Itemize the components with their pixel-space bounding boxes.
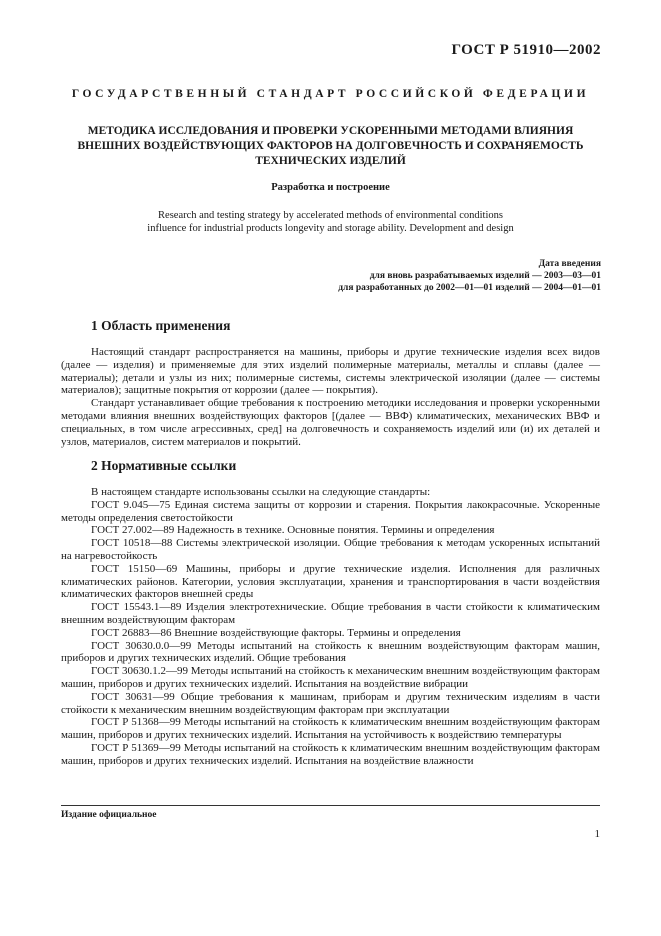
paragraph: Настоящий стандарт распространяется на машины, приборы и другие технические изделия всех видов (далее — изделия) и применяемые для этих изделий полимерные материалы, металлы и сплавы (далее — материалы); детали и узлы из них; полимерные системы, системы электрической изоляции (далее — системы материалов); защитные покрытия от коррозии (далее — покрытия). [61,346,600,397]
page-number: 1 [594,828,600,840]
introduction-dates [338,258,601,294]
english-title [60,209,601,235]
section-scope [61,318,600,448]
reference-item: ГОСТ 10518—88 Системы электрической изоляции. Общие требования к методам ускоренных испытаний на нагревостойкость [61,537,600,562]
reference-item: В настоящем стандарте использованы ссылки на следующие стандарты: [91,486,431,498]
section-heading: 2 Нормативные ссылки [91,458,237,473]
english-title-line: influence for industrial products longevity and storage ability. Development and design [147,223,514,234]
date-developed-products: для разработанных до 2002—01—01 изделий — 2004—01—01 [338,283,601,293]
reference-item: ГОСТ 30630.1.2—99 Методы испытаний на стойкость к механическим внешним воздействующим факторам машин, приборов и других технических изделий. Испытания на воздействие вибрации [61,665,600,690]
section-normative-references [61,458,600,768]
dates-label: Дата введения [538,259,601,269]
title-line: ТЕХНИЧЕСКИХ ИЗДЕЛИЙ [255,155,406,167]
edition-note: Издание официальное [61,810,157,820]
english-title-line: Research and testing strategy by accelerated methods of environmental conditions [158,210,503,221]
reference-item: ГОСТ 9.045—75 Единая система защиты от коррозии и старения. Покрытия лакокрасочные. Ускоренные методы определения светостойкости [61,498,600,524]
reference-item: ГОСТ 30630.0.0—99 Методы испытаний на стойкость к внешним воздействующим факторам машин, приборов и других технических изделий. Общие требования [61,639,600,665]
reference-item: ГОСТ Р 51368—99 Методы испытаний на стойкость к климатическим внешним воздействующим факторам машин, приборов и других технических изделий. Испытания на устойчивость к воздействию температуры [61,716,600,742]
reference-item: ГОСТ 15543.1—89 Изделия электротехнические. Общие требования в части стойкости к климатическим внешним воздействующим факторам [61,601,600,626]
reference-item: ГОСТ 26883—86 Внешние воздействующие факторы. Термины и определения [91,626,461,639]
reference-item: ГОСТ 15150—69 Машины, приборы и другие технические изделия. Исполнения для различных климатических районов. Категории, условия эксплуатации, хранения и транспортирования в части воздействия климатических факторов внешней среды [61,562,600,601]
paragraph: Стандарт устанавливает общие требования к построению методики исследования и проверки ускоренными методами влияния внешних воздействующих факторов [(далее — ВВФ) климатических, механических ВВФ и специальных, в том числе агрессивных, сред] на долговечность и сохраняемость изделий или (и) их деталей и узлов, материалов, систем материалов и покрытий. [61,397,600,448]
date-new-products: для вновь разрабатываемых изделий — 2003—03—01 [369,271,601,281]
reference-item: ГОСТ Р 51369—99 Методы испытаний на стойкость к климатическим внешним воздействующим факторам машин, приборов и других технических изделий. Испытания на воздействие влажности [61,741,600,767]
document-subtitle: Разработка и построение [271,182,390,193]
section-heading: 1 Область применения [91,318,231,333]
document-code: ГОСТ Р 51910—2002 [451,42,601,58]
title-line: МЕТОДИКА ИССЛЕДОВАНИЯ И ПРОВЕРКИ УСКОРЕННЫМИ МЕТОДАМИ ВЛИЯНИЯ [87,125,574,137]
reference-item: ГОСТ 30631—99 Общие требования к машинам, приборам и другим техническим изделиям в части стойкости к механическим внешним воздействующим факторам при эксплуатации [61,690,600,716]
footer-divider [61,805,600,806]
reference-item: ГОСТ 27.002—89 Надежность в технике. Основные понятия. Термины и определения [91,524,495,537]
title-line: ВНЕШНИХ ВОЗДЕЙСТВУЮЩИХ ФАКТОРОВ НА ДОЛГОВЕЧНОСТЬ И СОХРАНЯЕМОСТЬ [77,140,584,152]
document-title [55,124,606,169]
state-standard-header: ГОСУДАРСТВЕННЫЙ СТАНДАРТ РОССИЙСКОЙ ФЕДЕРАЦИИ [71,88,590,100]
